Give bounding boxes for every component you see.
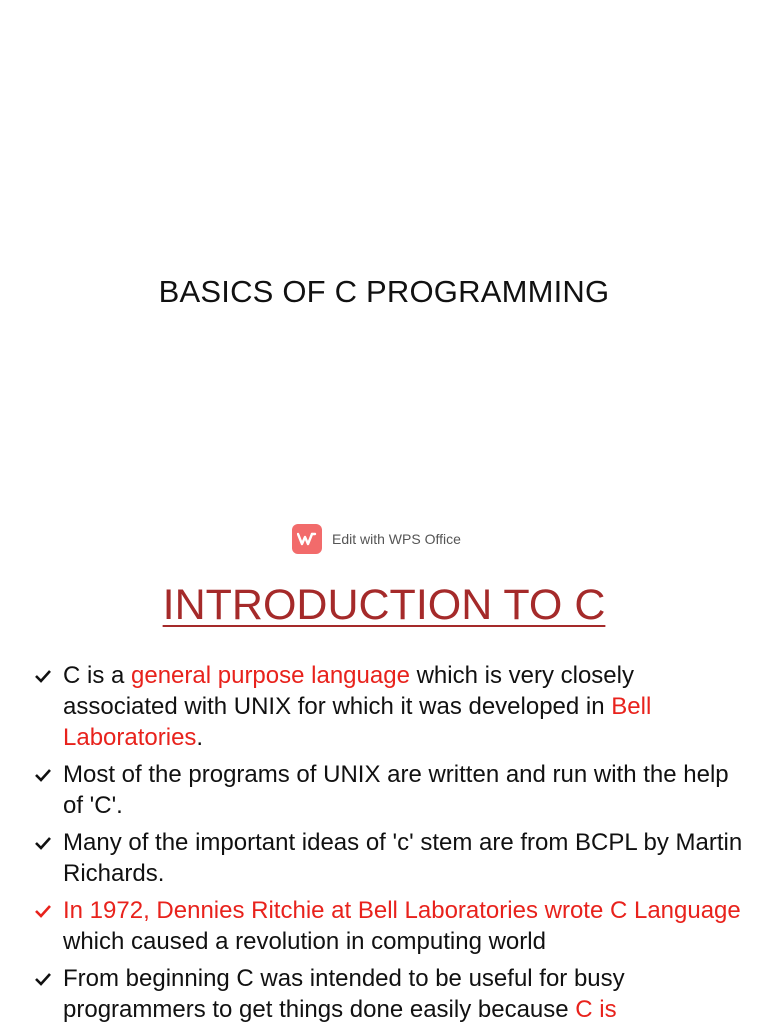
bullet-item	[34, 660, 744, 753]
check-icon	[34, 903, 52, 919]
check-icon	[34, 835, 52, 851]
bullet-text: C is a	[63, 662, 132, 689]
bullet-text: which caused a revolution in computing world	[63, 928, 546, 955]
bullet-text: which is very closely associated with UNIX for which it was developed in	[63, 662, 634, 720]
bullet-highlight: C is	[575, 996, 617, 1023]
wps-watermark[interactable]	[292, 524, 461, 554]
intro-heading: INTRODUCTION TO C	[162, 581, 606, 629]
wps-watermark-label: Edit with WPS Office	[332, 531, 461, 547]
check-icon	[34, 971, 52, 987]
bullet-item	[34, 827, 744, 889]
bullet-item	[34, 895, 744, 957]
bullet-text: Most of the programs of UNIX are written and run with the help of 'C'.	[63, 761, 729, 819]
bullet-text: Many of the important ideas of 'c' stem are from BCPL by Martin Richards.	[63, 829, 743, 887]
check-icon	[34, 767, 52, 783]
bullet-highlight: In 1972, Dennies Ritchie at Bell Laboratories wrote C Language	[63, 897, 741, 924]
bullet-item	[34, 759, 744, 821]
bullet-text: From beginning C was intended to be useful for busy programmers to get things done easily because	[63, 965, 625, 1023]
bullet-item	[34, 963, 744, 1024]
bullet-highlight: Bell Laboratories	[63, 693, 652, 751]
check-icon	[34, 668, 52, 684]
wps-logo-icon	[292, 524, 322, 554]
slide-title: BASICS OF C PROGRAMMING	[158, 274, 610, 309]
bullet-list	[34, 660, 744, 1024]
bullet-text: .	[196, 724, 204, 751]
bullet-highlight: general purpose language	[131, 662, 410, 689]
